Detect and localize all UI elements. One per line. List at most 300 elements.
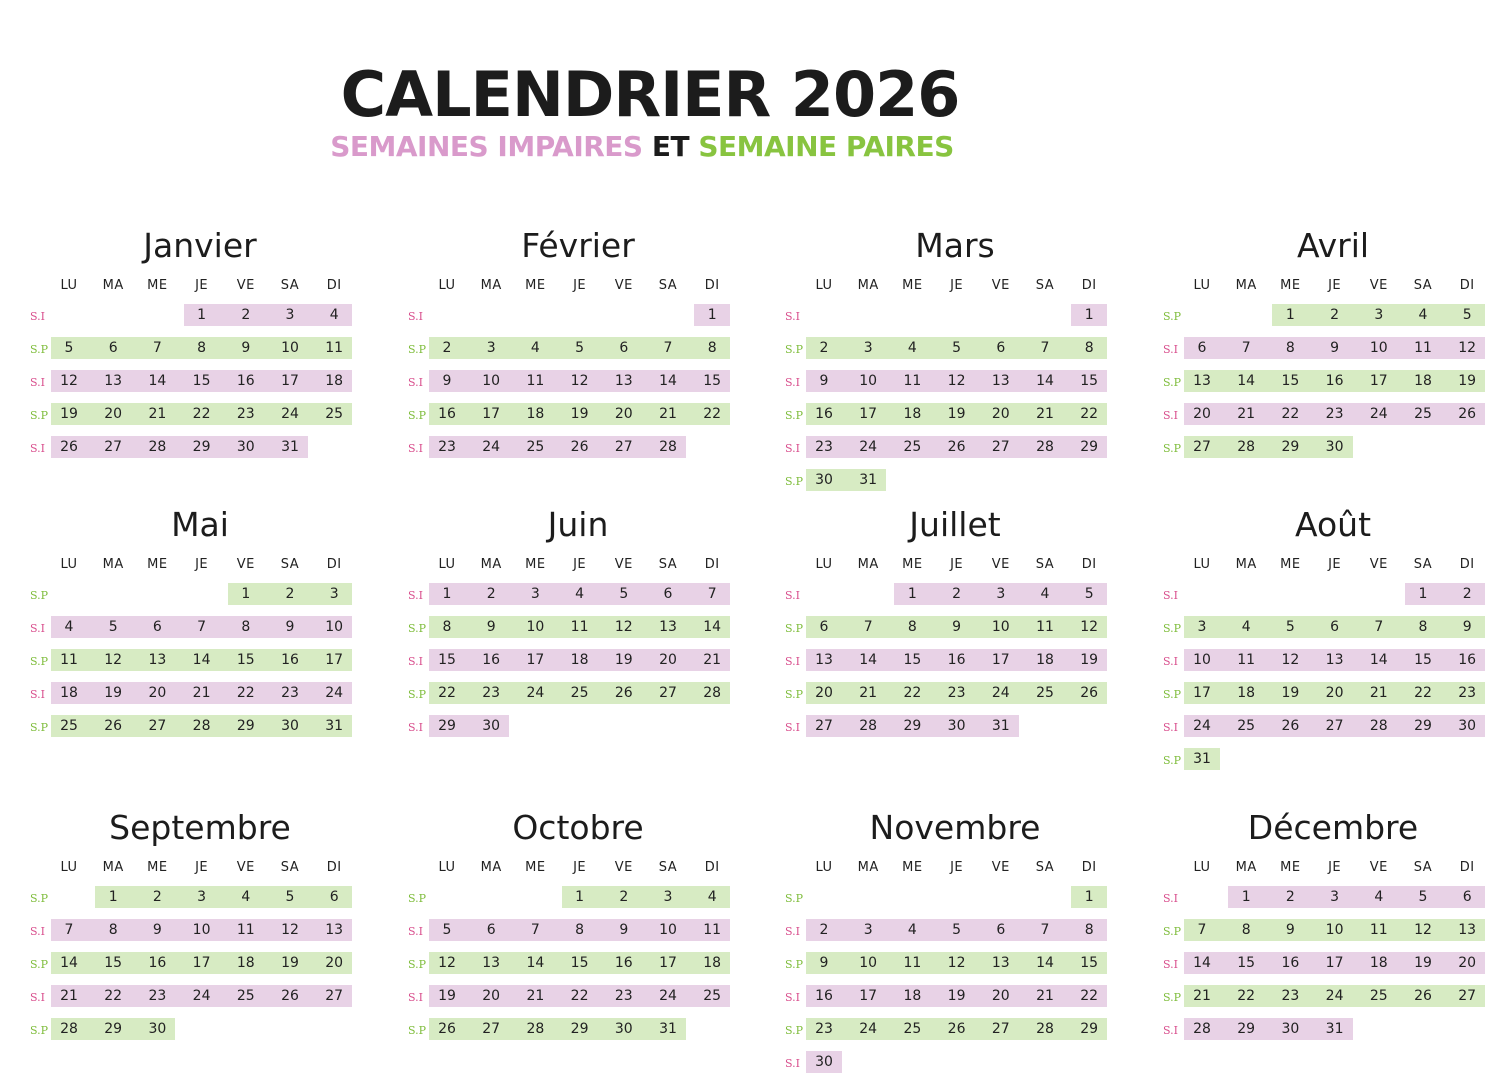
week-type-label: S.I — [1163, 958, 1178, 971]
day-number: 30 — [281, 718, 299, 734]
day-number: 14 — [1036, 373, 1054, 389]
day-number: 17 — [192, 955, 211, 971]
month-name: Février — [521, 226, 635, 265]
day-number: 28 — [192, 718, 211, 734]
day-number: 22 — [438, 685, 456, 701]
day-number: 2 — [285, 586, 295, 602]
day-number: 2 — [819, 340, 829, 356]
day-number: 4 — [907, 922, 917, 938]
month-name: Août — [1294, 505, 1372, 544]
day-number: 12 — [947, 955, 966, 971]
week-type-label: S.I — [408, 376, 423, 389]
day-number: 18 — [1414, 373, 1432, 389]
day-number: 4 — [575, 586, 585, 602]
day-number: 6 — [108, 340, 118, 356]
day-number: 7 — [863, 619, 873, 635]
week-type-label: S.I — [408, 310, 423, 323]
week-type-label: S.I — [408, 442, 423, 455]
month-name: Avril — [1296, 226, 1370, 265]
day-number: 10 — [1369, 340, 1388, 356]
week-type-label: S.I — [30, 622, 45, 635]
day-number: 30 — [1325, 439, 1344, 455]
day-number: 20 — [991, 406, 1010, 422]
day-number: 3 — [285, 307, 295, 323]
day-number: 23 — [1325, 406, 1344, 422]
day-number: 20 — [815, 685, 833, 701]
day-number: 24 — [859, 439, 878, 455]
week-type-label: S.I — [30, 925, 45, 938]
weekday-header: MA — [102, 278, 124, 293]
day-number: 1 — [1418, 586, 1428, 602]
day-number: 3 — [1374, 307, 1384, 323]
day-number: 18 — [1237, 685, 1256, 701]
week-type-label: S.I — [785, 721, 800, 734]
day-number: 30 — [236, 439, 255, 455]
week-type-label: S.I — [30, 991, 45, 1004]
weekday-header: VE — [991, 557, 1010, 572]
day-number: 7 — [1040, 340, 1050, 356]
day-number: 27 — [325, 988, 344, 1004]
day-number: 12 — [1281, 652, 1300, 668]
day-number: 5 — [285, 889, 295, 905]
day-number: 20 — [1193, 406, 1211, 422]
month-name: Janvier — [143, 226, 257, 265]
weekday-header: SA — [1035, 557, 1055, 572]
weekday-header: SA — [658, 860, 678, 875]
day-number: 23 — [1458, 685, 1477, 701]
weekday-header: VE — [991, 278, 1010, 293]
weekday-header: SA — [1035, 278, 1055, 293]
day-number: 9 — [819, 955, 829, 971]
week-band-even — [95, 886, 352, 908]
day-number: 9 — [285, 619, 295, 635]
day-number: 23 — [236, 406, 255, 422]
weekday-header: DI — [326, 860, 342, 875]
day-number: 21 — [859, 685, 878, 701]
day-number: 9 — [619, 922, 629, 938]
day-number: 24 — [526, 685, 545, 701]
day-number: 7 — [530, 922, 540, 938]
weekday-header: ME — [902, 557, 923, 572]
weekday-header: VE — [1369, 557, 1388, 572]
day-number: 11 — [903, 373, 922, 389]
day-number: 27 — [1325, 718, 1344, 734]
day-number: 7 — [152, 340, 162, 356]
day-number: 7 — [663, 340, 673, 356]
day-number: 17 — [859, 988, 878, 1004]
day-number: 19 — [281, 955, 299, 971]
day-number: 31 — [281, 439, 299, 455]
weekday-header: MA — [1235, 278, 1257, 293]
day-number: 4 — [329, 307, 339, 323]
week-type-label: S.I — [1163, 1024, 1178, 1037]
day-number: 7 — [64, 922, 74, 938]
week-type-label: S.P — [30, 1024, 49, 1037]
day-number: 29 — [903, 718, 922, 734]
day-number: 16 — [815, 406, 833, 422]
day-number: 14 — [1036, 955, 1054, 971]
day-number: 20 — [482, 988, 501, 1004]
day-number: 13 — [614, 373, 633, 389]
week-type-label: S.I — [1163, 409, 1178, 422]
day-number: 12 — [947, 373, 966, 389]
day-number: 8 — [197, 340, 207, 356]
day-number: 13 — [1325, 652, 1344, 668]
day-number: 3 — [197, 889, 207, 905]
day-number: 22 — [104, 988, 123, 1004]
week-type-label: S.I — [408, 721, 423, 734]
week-type-label: S.P — [1163, 991, 1182, 1004]
day-number: 6 — [996, 340, 1006, 356]
weekday-header: ME — [147, 860, 168, 875]
day-number: 13 — [1458, 922, 1477, 938]
weekday-header: JE — [950, 278, 964, 293]
day-number: 4 — [1040, 586, 1050, 602]
day-number: 5 — [1285, 619, 1295, 635]
day-number: 29 — [570, 1021, 589, 1037]
weekday-header: ME — [1280, 860, 1301, 875]
day-number: 18 — [703, 955, 722, 971]
day-number: 14 — [192, 652, 211, 668]
day-number: 10 — [659, 922, 677, 938]
day-number: 24 — [1325, 988, 1344, 1004]
day-number: 23 — [482, 685, 501, 701]
week-type-label: S.P — [408, 892, 427, 905]
day-number: 12 — [1458, 340, 1477, 356]
day-number: 31 — [859, 472, 878, 488]
weekday-header: ME — [525, 557, 546, 572]
week-type-label: S.I — [1163, 589, 1178, 602]
month-name: Novembre — [869, 808, 1041, 847]
day-number: 4 — [530, 340, 540, 356]
day-number: 16 — [815, 988, 833, 1004]
day-number: 13 — [1193, 373, 1211, 389]
weekday-header: DI — [704, 278, 720, 293]
week-type-label: S.I — [408, 991, 423, 1004]
week-type-label: S.I — [30, 310, 45, 323]
day-number: 1 — [108, 889, 118, 905]
month-block — [408, 226, 748, 506]
day-number: 20 — [991, 988, 1010, 1004]
day-number: 30 — [148, 1021, 167, 1037]
day-number: 10 — [325, 619, 344, 635]
day-number: 27 — [1193, 439, 1211, 455]
week-type-label: S.I — [408, 589, 423, 602]
day-number: 8 — [108, 922, 118, 938]
week-type-label: S.P — [408, 409, 427, 422]
weekday-header: LU — [438, 860, 456, 875]
day-number: 29 — [236, 718, 255, 734]
day-number: 17 — [1325, 955, 1344, 971]
day-number: 10 — [991, 619, 1010, 635]
weekday-header: MA — [857, 278, 879, 293]
day-number: 30 — [815, 472, 833, 488]
day-number: 22 — [1080, 988, 1099, 1004]
weekday-header: JE — [195, 557, 209, 572]
day-number: 15 — [570, 955, 589, 971]
day-number: 30 — [947, 718, 966, 734]
day-number: 9 — [819, 373, 829, 389]
week-type-label: S.P — [30, 589, 49, 602]
day-number: 3 — [1197, 619, 1207, 635]
day-number: 26 — [1281, 718, 1300, 734]
month-block — [1163, 505, 1503, 785]
day-number: 28 — [1036, 439, 1054, 455]
weekday-header: DI — [326, 278, 342, 293]
weekday-header: ME — [902, 860, 923, 875]
day-number: 25 — [526, 439, 545, 455]
week-type-label: S.P — [1163, 442, 1182, 455]
day-number: 25 — [1036, 685, 1054, 701]
week-type-label: S.P — [1163, 376, 1182, 389]
day-number: 21 — [1369, 685, 1388, 701]
day-number: 21 — [148, 406, 167, 422]
day-number: 16 — [1325, 373, 1344, 389]
week-type-label: S.P — [30, 409, 49, 422]
day-number: 14 — [703, 619, 722, 635]
weekday-header: DI — [1081, 278, 1097, 293]
day-number: 22 — [236, 685, 255, 701]
week-type-label: S.P — [785, 409, 804, 422]
month-name: Juillet — [909, 505, 1001, 544]
day-number: 17 — [482, 406, 501, 422]
month-block — [30, 505, 370, 785]
day-number: 14 — [526, 955, 545, 971]
day-number: 3 — [863, 340, 873, 356]
day-number: 31 — [659, 1021, 677, 1037]
day-number: 21 — [60, 988, 78, 1004]
day-number: 20 — [148, 685, 167, 701]
day-number: 13 — [815, 652, 833, 668]
weekday-header: LU — [815, 278, 833, 293]
week-type-label: S.P — [785, 892, 804, 905]
day-number: 19 — [1458, 373, 1477, 389]
week-type-label: S.P — [1163, 622, 1182, 635]
day-number: 26 — [570, 439, 589, 455]
day-number: 11 — [570, 619, 589, 635]
day-number: 2 — [619, 889, 629, 905]
week-type-label: S.I — [785, 589, 800, 602]
week-type-label: S.P — [1163, 925, 1182, 938]
day-number: 16 — [236, 373, 255, 389]
subtitle-joiner: ET — [642, 130, 699, 163]
day-number: 15 — [1414, 652, 1432, 668]
month-block — [408, 808, 748, 1088]
day-number: 5 — [442, 922, 452, 938]
day-number: 10 — [859, 955, 878, 971]
day-number: 15 — [192, 373, 211, 389]
day-number: 28 — [1369, 718, 1388, 734]
day-number: 30 — [482, 718, 501, 734]
week-type-label: S.P — [408, 958, 427, 971]
weekday-header: VE — [614, 860, 633, 875]
day-number: 31 — [325, 718, 344, 734]
day-number: 2 — [486, 586, 496, 602]
page-subtitle — [0, 130, 1284, 163]
day-number: 25 — [325, 406, 344, 422]
month-block — [30, 226, 370, 506]
day-number: 16 — [1281, 955, 1300, 971]
weekday-header: JE — [195, 860, 209, 875]
day-number: 21 — [1237, 406, 1256, 422]
day-number: 17 — [325, 652, 344, 668]
day-number: 15 — [236, 652, 255, 668]
day-number: 6 — [1462, 889, 1472, 905]
weekday-header: VE — [236, 860, 255, 875]
day-number: 12 — [281, 922, 299, 938]
month-block — [30, 808, 370, 1088]
day-number: 1 — [241, 586, 251, 602]
weekday-header: SA — [1035, 860, 1055, 875]
day-number: 19 — [570, 406, 589, 422]
day-number: 9 — [1285, 922, 1295, 938]
day-number: 1 — [1084, 307, 1094, 323]
day-number: 1 — [1241, 889, 1251, 905]
day-number: 5 — [108, 619, 118, 635]
day-number: 29 — [1080, 439, 1099, 455]
weekday-header: LU — [60, 860, 78, 875]
day-number: 12 — [1080, 619, 1099, 635]
day-number: 11 — [526, 373, 545, 389]
day-number: 9 — [442, 373, 452, 389]
month-name: Mai — [171, 505, 229, 544]
weekday-header: JE — [195, 278, 209, 293]
day-number: 29 — [1080, 1021, 1099, 1037]
day-number: 9 — [952, 619, 962, 635]
day-number: 15 — [104, 955, 123, 971]
day-number: 1 — [442, 586, 452, 602]
day-number: 13 — [104, 373, 123, 389]
day-number: 8 — [442, 619, 452, 635]
day-number: 24 — [659, 988, 677, 1004]
day-number: 22 — [1414, 685, 1432, 701]
day-number: 20 — [1325, 685, 1344, 701]
week-type-label: S.P — [785, 958, 804, 971]
day-number: 18 — [570, 652, 589, 668]
day-number: 14 — [859, 652, 878, 668]
day-number: 28 — [703, 685, 722, 701]
day-number: 10 — [1193, 652, 1211, 668]
day-number: 4 — [907, 340, 917, 356]
day-number: 15 — [438, 652, 456, 668]
day-number: 3 — [329, 586, 339, 602]
day-number: 17 — [1369, 373, 1388, 389]
week-type-label: S.P — [1163, 310, 1182, 323]
day-number: 30 — [815, 1054, 833, 1070]
day-number: 26 — [104, 718, 123, 734]
weekday-header: LU — [60, 557, 78, 572]
day-number: 16 — [148, 955, 167, 971]
weekday-header: SA — [280, 860, 300, 875]
day-number: 14 — [1193, 955, 1211, 971]
day-number: 30 — [1458, 718, 1477, 734]
day-number: 21 — [526, 988, 545, 1004]
week-type-label: S.I — [408, 655, 423, 668]
weekday-header: MA — [1235, 557, 1257, 572]
weekday-header: DI — [1459, 860, 1475, 875]
week-type-label: S.I — [30, 442, 45, 455]
day-number: 14 — [659, 373, 677, 389]
day-number: 22 — [570, 988, 589, 1004]
week-type-label: S.I — [1163, 721, 1178, 734]
day-number: 9 — [241, 340, 251, 356]
week-type-label: S.P — [785, 1024, 804, 1037]
day-number: 21 — [1193, 988, 1211, 1004]
day-number: 18 — [1369, 955, 1388, 971]
day-number: 17 — [1193, 685, 1211, 701]
weekday-header: LU — [815, 860, 833, 875]
week-type-label: S.I — [785, 310, 800, 323]
day-number: 24 — [1193, 718, 1211, 734]
day-number: 18 — [325, 373, 344, 389]
weekday-header: MA — [1235, 860, 1257, 875]
day-number: 23 — [438, 439, 456, 455]
week-band-odd — [429, 436, 686, 458]
day-number: 2 — [1330, 307, 1340, 323]
day-number: 16 — [947, 652, 966, 668]
day-number: 29 — [1281, 439, 1300, 455]
day-number: 24 — [281, 406, 299, 422]
week-type-label: S.P — [30, 655, 49, 668]
day-number: 8 — [707, 340, 717, 356]
day-number: 15 — [1080, 373, 1099, 389]
weekday-header: ME — [902, 278, 923, 293]
week-type-label: S.I — [408, 925, 423, 938]
day-number: 10 — [1325, 922, 1344, 938]
day-number: 19 — [1414, 955, 1432, 971]
day-number: 7 — [1040, 922, 1050, 938]
weekday-header: LU — [1193, 557, 1211, 572]
weekday-header: ME — [1280, 278, 1301, 293]
day-number: 24 — [325, 685, 344, 701]
day-number: 24 — [482, 439, 501, 455]
month-name: Octobre — [512, 808, 644, 847]
month-block — [1163, 808, 1503, 1088]
day-number: 30 — [614, 1021, 633, 1037]
subtitle-odd-weeks: SEMAINES IMPAIRES — [330, 130, 643, 163]
day-number: 13 — [991, 373, 1010, 389]
day-number: 26 — [60, 439, 78, 455]
week-type-label: S.P — [30, 958, 49, 971]
month-name: Mars — [915, 226, 995, 265]
weekday-header: DI — [1081, 557, 1097, 572]
day-number: 28 — [1237, 439, 1256, 455]
day-number: 2 — [241, 307, 251, 323]
day-number: 22 — [192, 406, 211, 422]
day-number: 19 — [1080, 652, 1099, 668]
weekday-header: LU — [438, 557, 456, 572]
weekday-header: DI — [1459, 278, 1475, 293]
week-type-label: S.P — [408, 343, 427, 356]
day-number: 18 — [903, 988, 922, 1004]
day-number: 12 — [1414, 922, 1432, 938]
day-number: 8 — [1241, 922, 1251, 938]
day-number: 28 — [60, 1021, 78, 1037]
week-band-odd — [1228, 886, 1485, 908]
day-number: 4 — [64, 619, 74, 635]
day-number: 21 — [703, 652, 722, 668]
day-number: 11 — [1036, 619, 1054, 635]
day-number: 27 — [659, 685, 677, 701]
day-number: 5 — [619, 586, 629, 602]
month-block — [785, 226, 1125, 506]
weekday-header: VE — [1369, 278, 1388, 293]
day-number: 4 — [1374, 889, 1384, 905]
weekday-header: MA — [480, 278, 502, 293]
day-number: 23 — [815, 1021, 833, 1037]
week-type-label: S.I — [785, 991, 800, 1004]
month-block — [785, 505, 1125, 785]
